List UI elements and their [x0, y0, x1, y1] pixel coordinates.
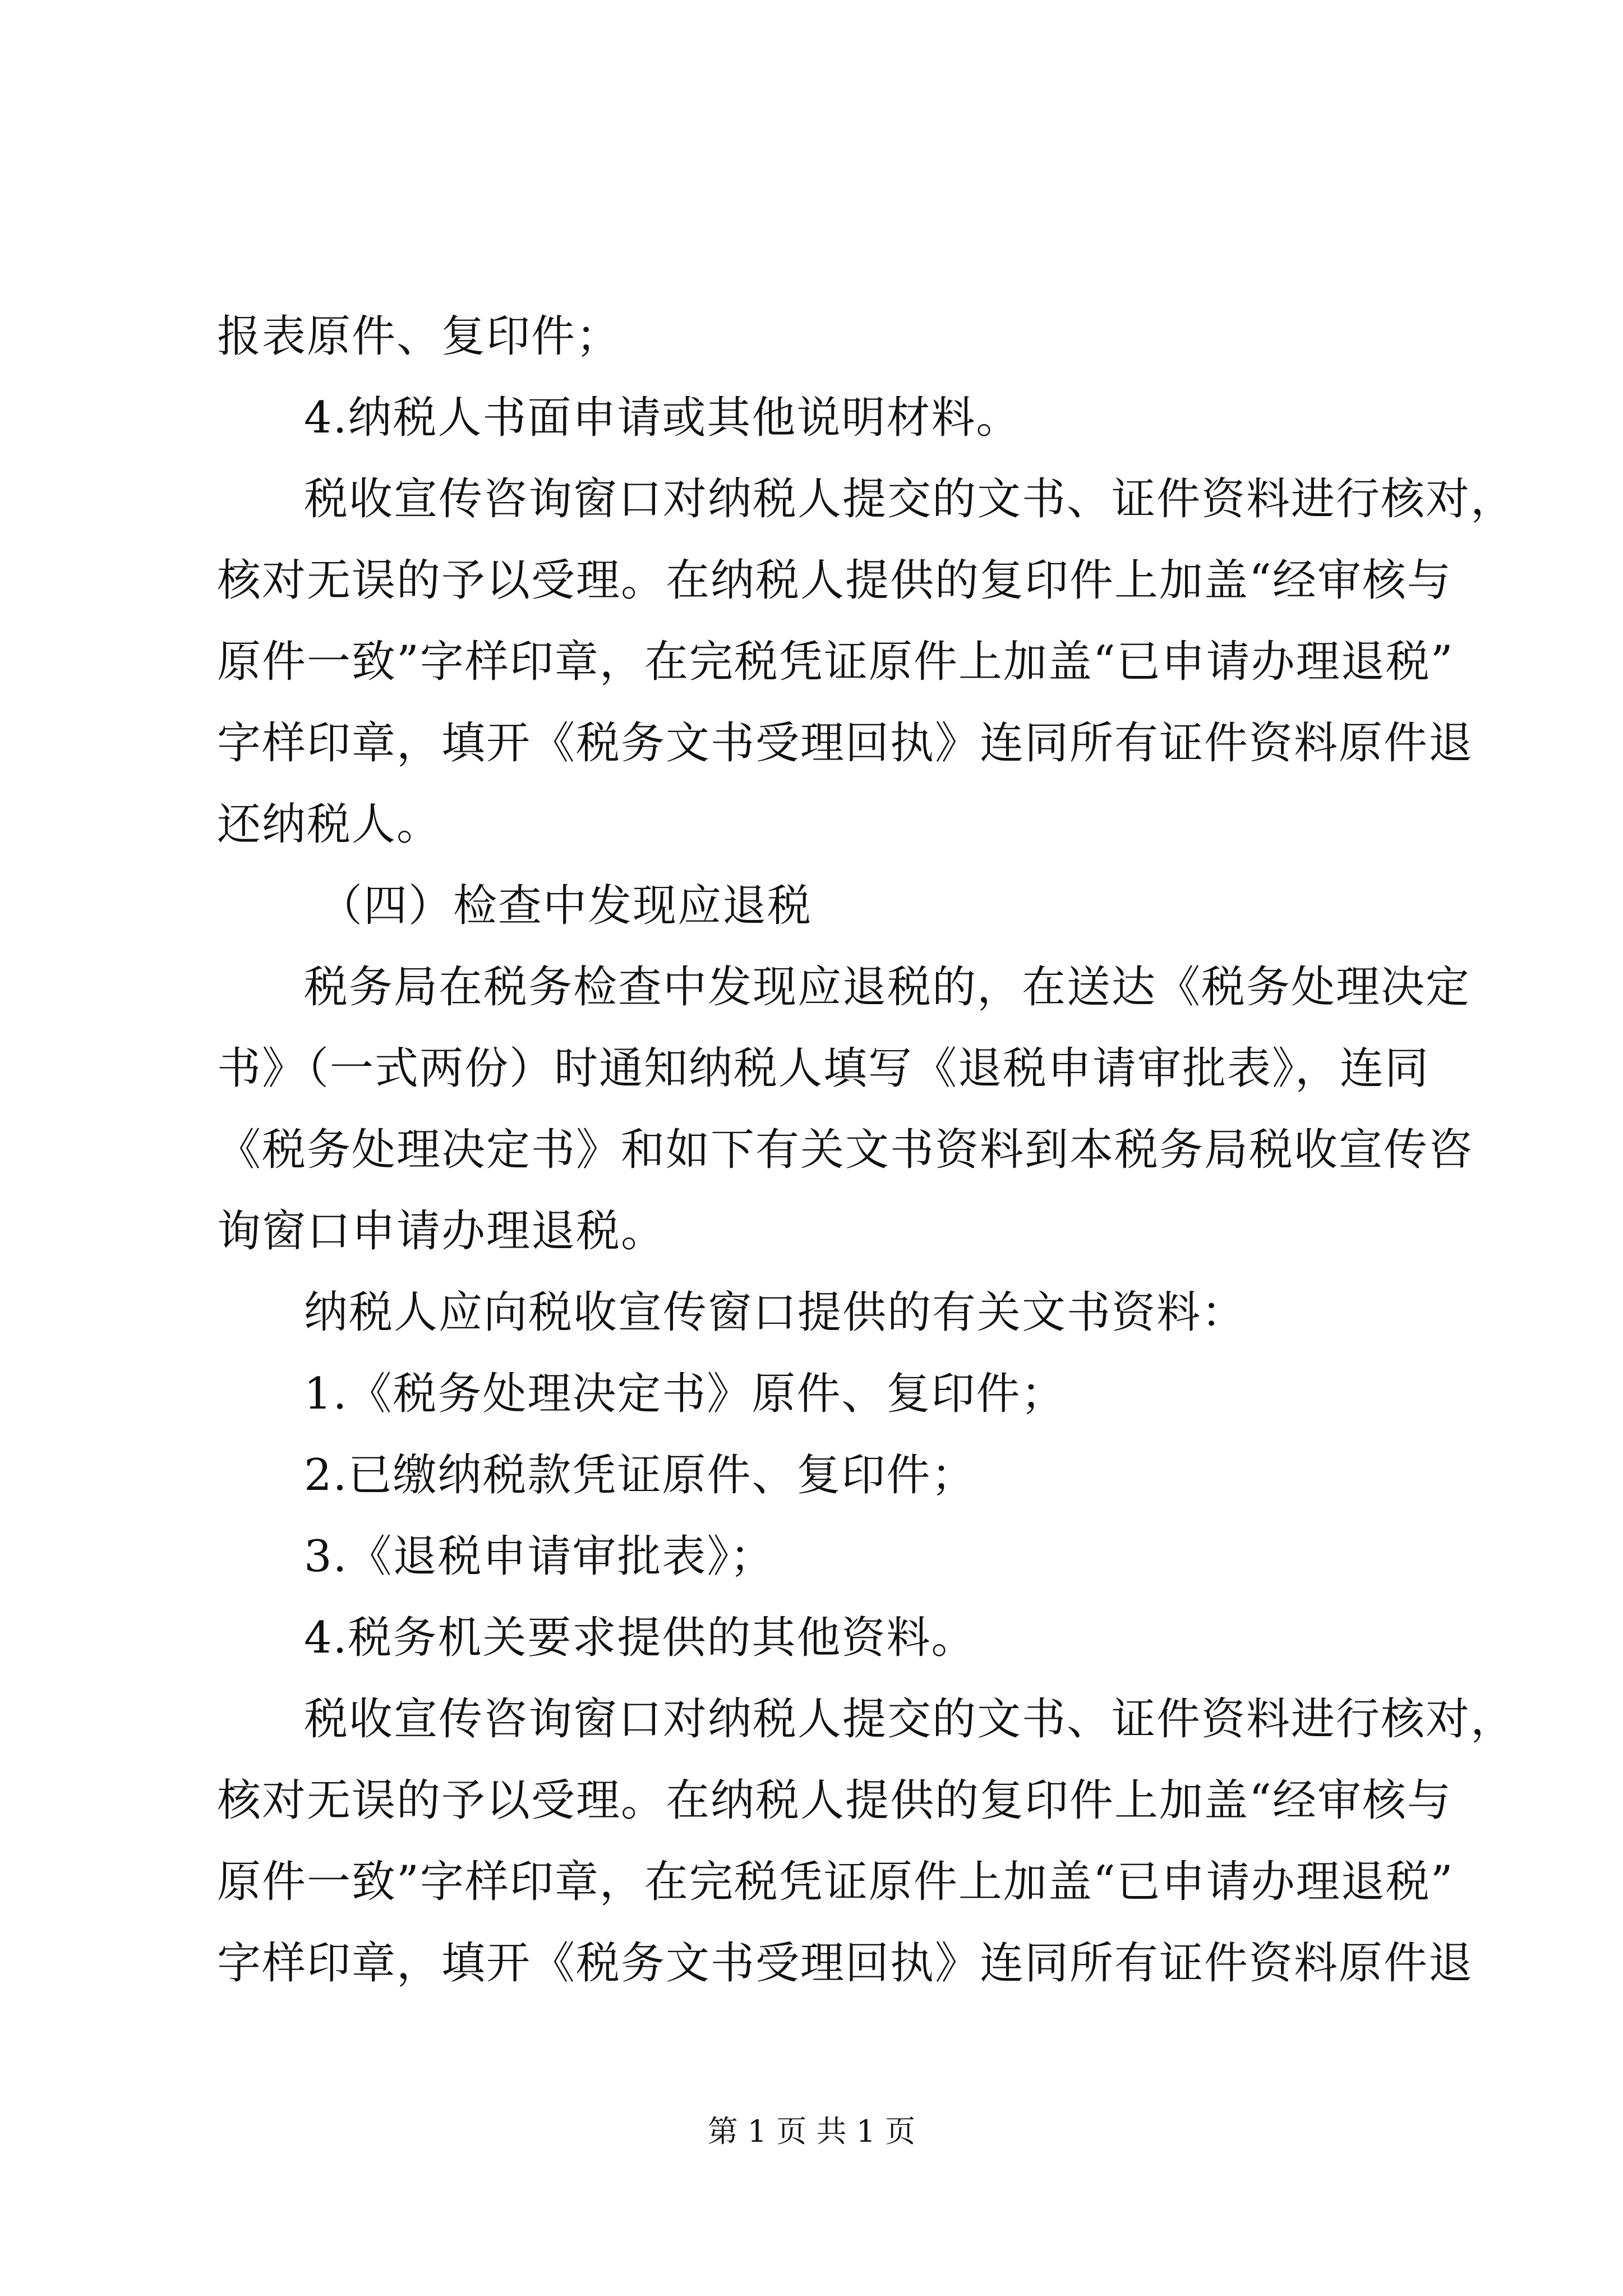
paragraph-inspection-line-2: 书》（一式两份）时通知纳税人填写《退税申请审批表》，连同 [217, 1043, 1430, 1094]
paragraph-verification2-line-2: 核对无误的予以受理。在纳税人提供的复印件上加盖“经审核与 [217, 1775, 1452, 1826]
paragraph-inspection-line-4: 询窗口申请办理退税。 [217, 1206, 666, 1257]
list-item-1: 1.《税务处理决定书》原件、复印件； [304, 1369, 1066, 1419]
paragraph-verification-line-5: 还纳税人。 [217, 799, 442, 850]
list-item-3: 3.《退税申请审批表》； [304, 1531, 775, 1582]
list-item-2: 2.已缴纳税款凭证原件、复印件； [304, 1450, 976, 1501]
section-heading-four: （四）检查中发现应退税 [319, 881, 813, 931]
paragraph-verification-line-2: 核对无误的予以受理。在纳税人提供的复印件上加盖“经审核与 [217, 555, 1452, 606]
text-line-1: 报表原件、复印件； [217, 311, 621, 362]
paragraph-inspection-line-3: 《税务处理决定书》和如下有关文书资料到本税务局税收宣传咨 [217, 1125, 1474, 1175]
page-footer: 第 1 页 共 1 页 [707, 2114, 916, 2149]
paragraph-verification2-line-3: 原件一致”字样印章，在完税凭证原件上加盖“已申请办理退税” [217, 1857, 1454, 1907]
paragraph-inspection-line-1: 税务局在税务检查中发现应退税的，在送达《税务处理决定 [304, 962, 1471, 1013]
list-item-4: 4.税务机关要求提供的其他资料。 [304, 1613, 976, 1663]
paragraph-verification2-line-1: 税收宣传咨询窗口对纳税人提交的文书、证件资料进行核对， [304, 1694, 1516, 1745]
paragraph-verification-line-4: 字样印章，填开《税务文书受理回执》连同所有证件资料原件退 [217, 718, 1474, 769]
materials-intro: 纳税人应向税收宣传窗口提供的有关文书资料： [304, 1287, 1247, 1338]
list-item-4-written-application: 4.纳税人书面申请或其他说明材料。 [304, 393, 1021, 443]
paragraph-verification-line-1: 税收宣传咨询窗口对纳税人提交的文书、证件资料进行核对， [304, 474, 1516, 524]
paragraph-verification2-line-4: 字样印章，填开《税务文书受理回执》连同所有证件资料原件退 [217, 1938, 1474, 1989]
paragraph-verification-line-3: 原件一致”字样印章，在完税凭证原件上加盖“已申请办理退税” [217, 637, 1454, 687]
